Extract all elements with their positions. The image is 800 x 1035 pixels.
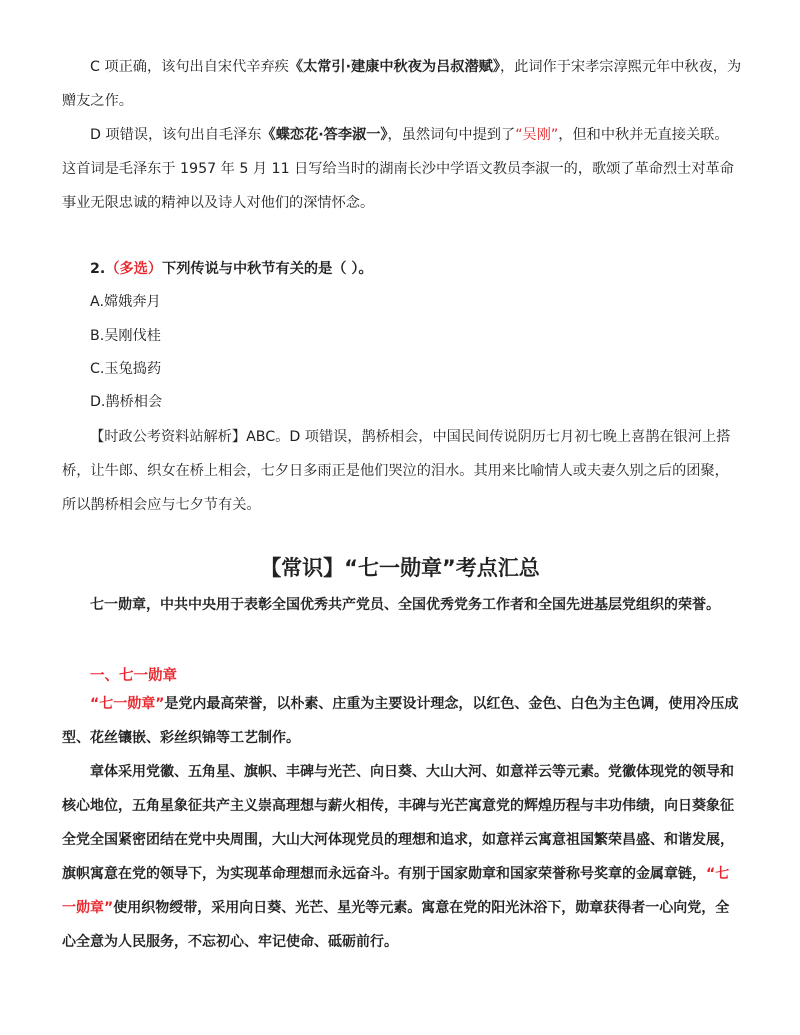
- subsection-title: 一、七一勋章: [90, 668, 177, 684]
- option-b: B.吴刚伐桂: [90, 328, 161, 344]
- section-heading: 【常识】“七一勋章”考点汇总: [260, 556, 540, 580]
- option-c: C.玉兔捣药: [90, 361, 162, 377]
- poem-title: 《蝶恋花·答李淑一》: [261, 127, 388, 143]
- text: D 项错误，该句出自毛泽东: [90, 127, 262, 143]
- text: 使用织物绶带，采用向日葵、光芒、星光等元素。寓意在党的阳光沐浴下，勋章获得者一心向党，全心全意为人民服务，不忘初心、牢记使命、砥砺前行。: [62, 900, 730, 950]
- question-text: 下列传说与中秋节有关的是（ ）。: [162, 261, 373, 277]
- highlight-quote: “七一勋章”: [62, 866, 730, 916]
- paragraph-option-c: [62, 50, 742, 118]
- option-d: D.鹊桥相会: [90, 394, 163, 410]
- intro-paragraph: 七一勋章，中共中央用于表彰全国优秀共产党员、全国优秀党务工作者和全国先进基层党组织的荣誉。: [90, 597, 720, 613]
- medal-paragraph-1: [62, 687, 742, 755]
- paragraph-option-d: [62, 118, 742, 220]
- medal-paragraph-2: [62, 755, 742, 959]
- highlight-quote: “七一勋章”: [90, 696, 165, 712]
- text: ，但和中秋并无直接关联。这首词是毛泽东于 1957 年 5 月 11 日写给当时的湖南长沙中学语文教员李淑一的，歌颂了革命烈士对革命事业无限忠诚的精神以及诗人对他们的深情怀念。: [62, 127, 734, 211]
- highlight-quote: “吴刚”: [515, 127, 559, 143]
- question-number: 2.: [90, 261, 106, 277]
- text: ，此词作于宋孝宗淳熙元年中秋夜，为赠友之作。: [62, 59, 742, 109]
- text: ，虽然词句中提到了: [387, 127, 516, 143]
- question-stem: [90, 259, 373, 279]
- text: 是党内最高荣誉，以朴素、庄重为主要设计理念，以红色、金色、白色为主色调，使用冷压成型、花丝镶嵌、彩丝织锦等工艺制作。: [62, 696, 739, 746]
- text: 章体采用党徽、五角星、旗帜、丰碑与光芒、向日葵、大山大河、如意祥云等元素。党徽体现党的领导和核心地位，五角星象征共产主义崇高理想与薪火相传，丰碑与光芒寓意党的辉煌历程与丰功伟绩，向日葵象征全党全国紧密团结在党中央周围，大山大河体现党员的理想和追求，如意祥云寓意祖国繁荣昌盛、和谐发展，旗帜寓意在党的领导下，为实现革命理想而永远奋斗。有别于国家勋章和国家荣誉称号奖章的金属章链，: [62, 764, 734, 882]
- question-tag: （多选）: [105, 261, 163, 277]
- text: C 项正确，该句出自宋代辛弃疾: [90, 59, 289, 75]
- option-a: A.嫦娥奔月: [90, 294, 161, 310]
- analysis-paragraph: 【时政公考资料站解析】ABC。D 项错误，鹊桥相会，中国民间传说阴历七月初七晚上喜鹊在银河上搭桥，让牛郎、织女在桥上相会，七夕日多雨正是他们哭泣的泪水。其用来比喻情人或夫妻久别之后的团聚，所以鹊桥相会应与七夕节有关。: [62, 429, 731, 513]
- poem-title: 《太常引·建康中秋夜为吕叔潜赋》: [288, 59, 500, 75]
